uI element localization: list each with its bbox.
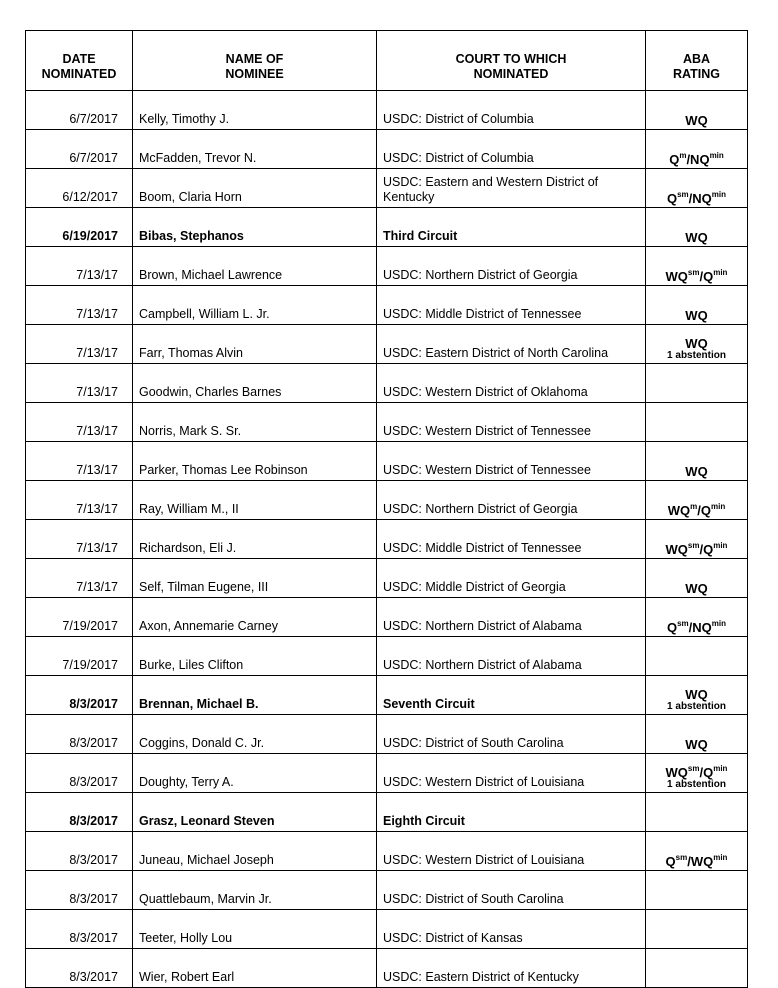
court-cell: USDC: Northern District of Georgia [377,247,646,286]
court-cell: Third Circuit [377,208,646,247]
rating-text: WQ [665,269,688,284]
table-row [26,364,748,403]
rating-text: WQ [665,765,688,780]
court-cell: USDC: District of South Carolina [377,715,646,754]
rating-superscript: sm [687,764,700,773]
date-cell: 7/13/17 [26,481,133,520]
rating-superscript: m [679,151,687,160]
rating-text: Q [666,620,678,635]
date-cell: 8/3/2017 [26,910,133,949]
rating-text: WQ [685,737,708,752]
date-cell: 8/3/2017 [26,871,133,910]
date-cell: 7/13/17 [26,442,133,481]
rating-text: WQ [685,336,708,351]
rating-superscript: sm [687,268,700,277]
court-cell: USDC: Western District of Tennessee [377,403,646,442]
rating-superscript: min [713,853,728,862]
rating-superscript: min [709,151,724,160]
rating-text: /Q [699,269,714,284]
header-name [133,31,377,91]
abstention-note: 1 abstention [667,350,726,361]
rating-text: WQ [685,113,708,128]
aba-rating-cell [646,793,748,832]
date-cell: 6/7/2017 [26,91,133,130]
nominee-name-cell: Richardson, Eli J. [133,520,377,559]
nominee-name-cell: Brown, Michael Lawrence [133,247,377,286]
date-cell: 7/13/17 [26,364,133,403]
court-cell: USDC: Middle District of Georgia [377,559,646,598]
aba-rating-cell [646,520,748,559]
nominee-name-cell: Self, Tilman Eugene, III [133,559,377,598]
date-cell: 7/19/2017 [26,637,133,676]
rating-superscript: m [690,502,698,511]
aba-rating-cell [646,481,748,520]
rating-superscript: min [711,190,727,199]
header-rating-line1: ABA [682,52,711,66]
date-cell: 7/13/17 [26,403,133,442]
date-cell: 8/3/2017 [26,754,133,793]
date-cell: 8/3/2017 [26,715,133,754]
rating-text: WQ [667,503,691,518]
nominee-name-cell: Doughty, Terry A. [133,754,377,793]
header-date-line1: DATE [62,52,96,66]
rating-text: WQ [685,687,708,702]
date-cell: 8/3/2017 [26,676,133,715]
rating-superscript: sm [677,619,689,628]
date-cell: 7/19/2017 [26,598,133,637]
header-name-line1: NAME OF [225,52,284,66]
nominee-name-cell: Teeter, Holly Lou [133,910,377,949]
table-row [26,715,748,754]
court-cell: USDC: District of Kansas [377,910,646,949]
header-date [26,31,133,91]
court-cell: USDC: Northern District of Georgia [377,481,646,520]
court-cell: USDC: District of Columbia [377,91,646,130]
rating-text: /Q [699,542,714,557]
table-row [26,871,748,910]
date-cell: 8/3/2017 [26,949,133,988]
table-row [26,325,748,364]
abstention-note: 1 abstention [667,779,726,790]
court-cell: USDC: Western District of Louisiana [377,754,646,793]
table-row [26,637,748,676]
table-row [26,91,748,130]
date-cell: 7/13/17 [26,325,133,364]
table-row [26,169,748,208]
table-row [26,793,748,832]
rating-text: /NQ [688,620,712,635]
rating-text: WQ [685,464,708,479]
aba-rating-cell [646,910,748,949]
rating-text: /NQ [688,191,712,206]
aba-rating-cell [646,949,748,988]
table-row [26,208,748,247]
aba-rating-cell [646,871,748,910]
header-date-line2: NOMINATED [41,67,117,81]
nominee-name-cell: Farr, Thomas Alvin [133,325,377,364]
aba-rating-cell [646,286,748,325]
aba-rating-cell [646,403,748,442]
court-cell: USDC: District of Columbia [377,130,646,169]
nominee-name-cell: Boom, Claria Horn [133,169,377,208]
table-row [26,598,748,637]
table-row [26,676,748,715]
aba-rating-cell [646,325,748,364]
header-name-line2: NOMINEE [225,67,284,81]
nominee-name-cell: McFadden, Trevor N. [133,130,377,169]
table-row [26,481,748,520]
date-cell: 7/13/17 [26,520,133,559]
aba-rating-cell [646,130,748,169]
nominee-name-cell: Coggins, Donald C. Jr. [133,715,377,754]
aba-rating-cell [646,637,748,676]
table-row [26,286,748,325]
rating-text: /NQ [686,152,710,167]
rating-superscript: min [711,619,727,628]
table-row [26,442,748,481]
header-row [26,31,748,91]
court-cell: USDC: Eastern District of North Carolina [377,325,646,364]
nominee-name-cell: Quattlebaum, Marvin Jr. [133,871,377,910]
aba-rating-cell [646,832,748,871]
court-cell: USDC: Eastern and Western District of Kentucky [377,169,646,208]
nominee-name-cell: Grasz, Leonard Steven [133,793,377,832]
rating-text: Q [666,191,678,206]
court-cell: USDC: Western District of Louisiana [377,832,646,871]
rating-text: WQ [665,542,688,557]
nominee-name-cell: Bibas, Stephanos [133,208,377,247]
nominee-name-cell: Burke, Liles Clifton [133,637,377,676]
date-cell: 6/12/2017 [26,169,133,208]
table-row [26,910,748,949]
rating-text: WQ [685,581,708,596]
nominee-name-cell: Campbell, William L. Jr. [133,286,377,325]
court-cell: USDC: Middle District of Tennessee [377,520,646,559]
rating-superscript: sm [675,853,688,862]
nominee-name-cell: Kelly, Timothy J. [133,91,377,130]
nominee-name-cell: Parker, Thomas Lee Robinson [133,442,377,481]
abstention-note: 1 abstention [667,701,726,712]
rating-text: /Q [697,503,711,518]
rating-superscript: min [713,541,728,550]
rating-superscript: min [711,502,726,511]
aba-rating-cell [646,91,748,130]
rating-text: WQ [685,230,708,245]
nominee-name-cell: Brennan, Michael B. [133,676,377,715]
header-rating [646,31,748,91]
table-row [26,520,748,559]
rating-superscript: sm [687,541,700,550]
aba-rating-cell [646,169,748,208]
header-court-line2: NOMINATED [473,67,549,81]
court-cell: USDC: Western District of Tennessee [377,442,646,481]
rating-text: Q [665,854,676,869]
rating-superscript: min [713,764,728,773]
table-row [26,754,748,793]
nominee-name-cell: Ray, William M., II [133,481,377,520]
aba-rating-cell [646,442,748,481]
aba-rating-cell [646,364,748,403]
nominees-table [25,30,748,988]
table-row [26,130,748,169]
date-cell: 8/3/2017 [26,832,133,871]
nominee-name-cell: Norris, Mark S. Sr. [133,403,377,442]
court-cell: USDC: Northern District of Alabama [377,598,646,637]
table-row [26,949,748,988]
date-cell: 7/13/17 [26,247,133,286]
aba-rating-cell [646,754,748,793]
court-cell: USDC: District of South Carolina [377,871,646,910]
rating-text: /WQ [687,854,714,869]
court-cell: USDC: Northern District of Alabama [377,637,646,676]
date-cell: 7/13/17 [26,559,133,598]
header-court [377,31,646,91]
court-cell: USDC: Eastern District of Kentucky [377,949,646,988]
rating-text: WQ [685,308,708,323]
nominee-name-cell: Wier, Robert Earl [133,949,377,988]
aba-rating-cell [646,676,748,715]
nominee-name-cell: Juneau, Michael Joseph [133,832,377,871]
aba-rating-cell [646,247,748,286]
aba-rating-cell [646,208,748,247]
court-cell: USDC: Middle District of Tennessee [377,286,646,325]
date-cell: 6/19/2017 [26,208,133,247]
table-row [26,247,748,286]
table-row [26,832,748,871]
date-cell: 8/3/2017 [26,793,133,832]
header-court-line1: COURT TO WHICH [455,52,567,66]
nominee-name-cell: Axon, Annemarie Carney [133,598,377,637]
aba-rating-cell [646,715,748,754]
court-cell: Seventh Circuit [377,676,646,715]
rating-text: Q [669,152,680,167]
table-row [26,403,748,442]
header-rating-line2: RATING [673,67,720,81]
date-cell: 6/7/2017 [26,130,133,169]
court-cell: USDC: Western District of Oklahoma [377,364,646,403]
court-cell: Eighth Circuit [377,793,646,832]
rating-text: /Q [699,765,714,780]
table-row [26,559,748,598]
aba-rating-cell [646,559,748,598]
aba-rating-cell [646,598,748,637]
date-cell: 7/13/17 [26,286,133,325]
nominee-name-cell: Goodwin, Charles Barnes [133,364,377,403]
rating-superscript: sm [677,190,689,199]
rating-superscript: min [713,268,728,277]
